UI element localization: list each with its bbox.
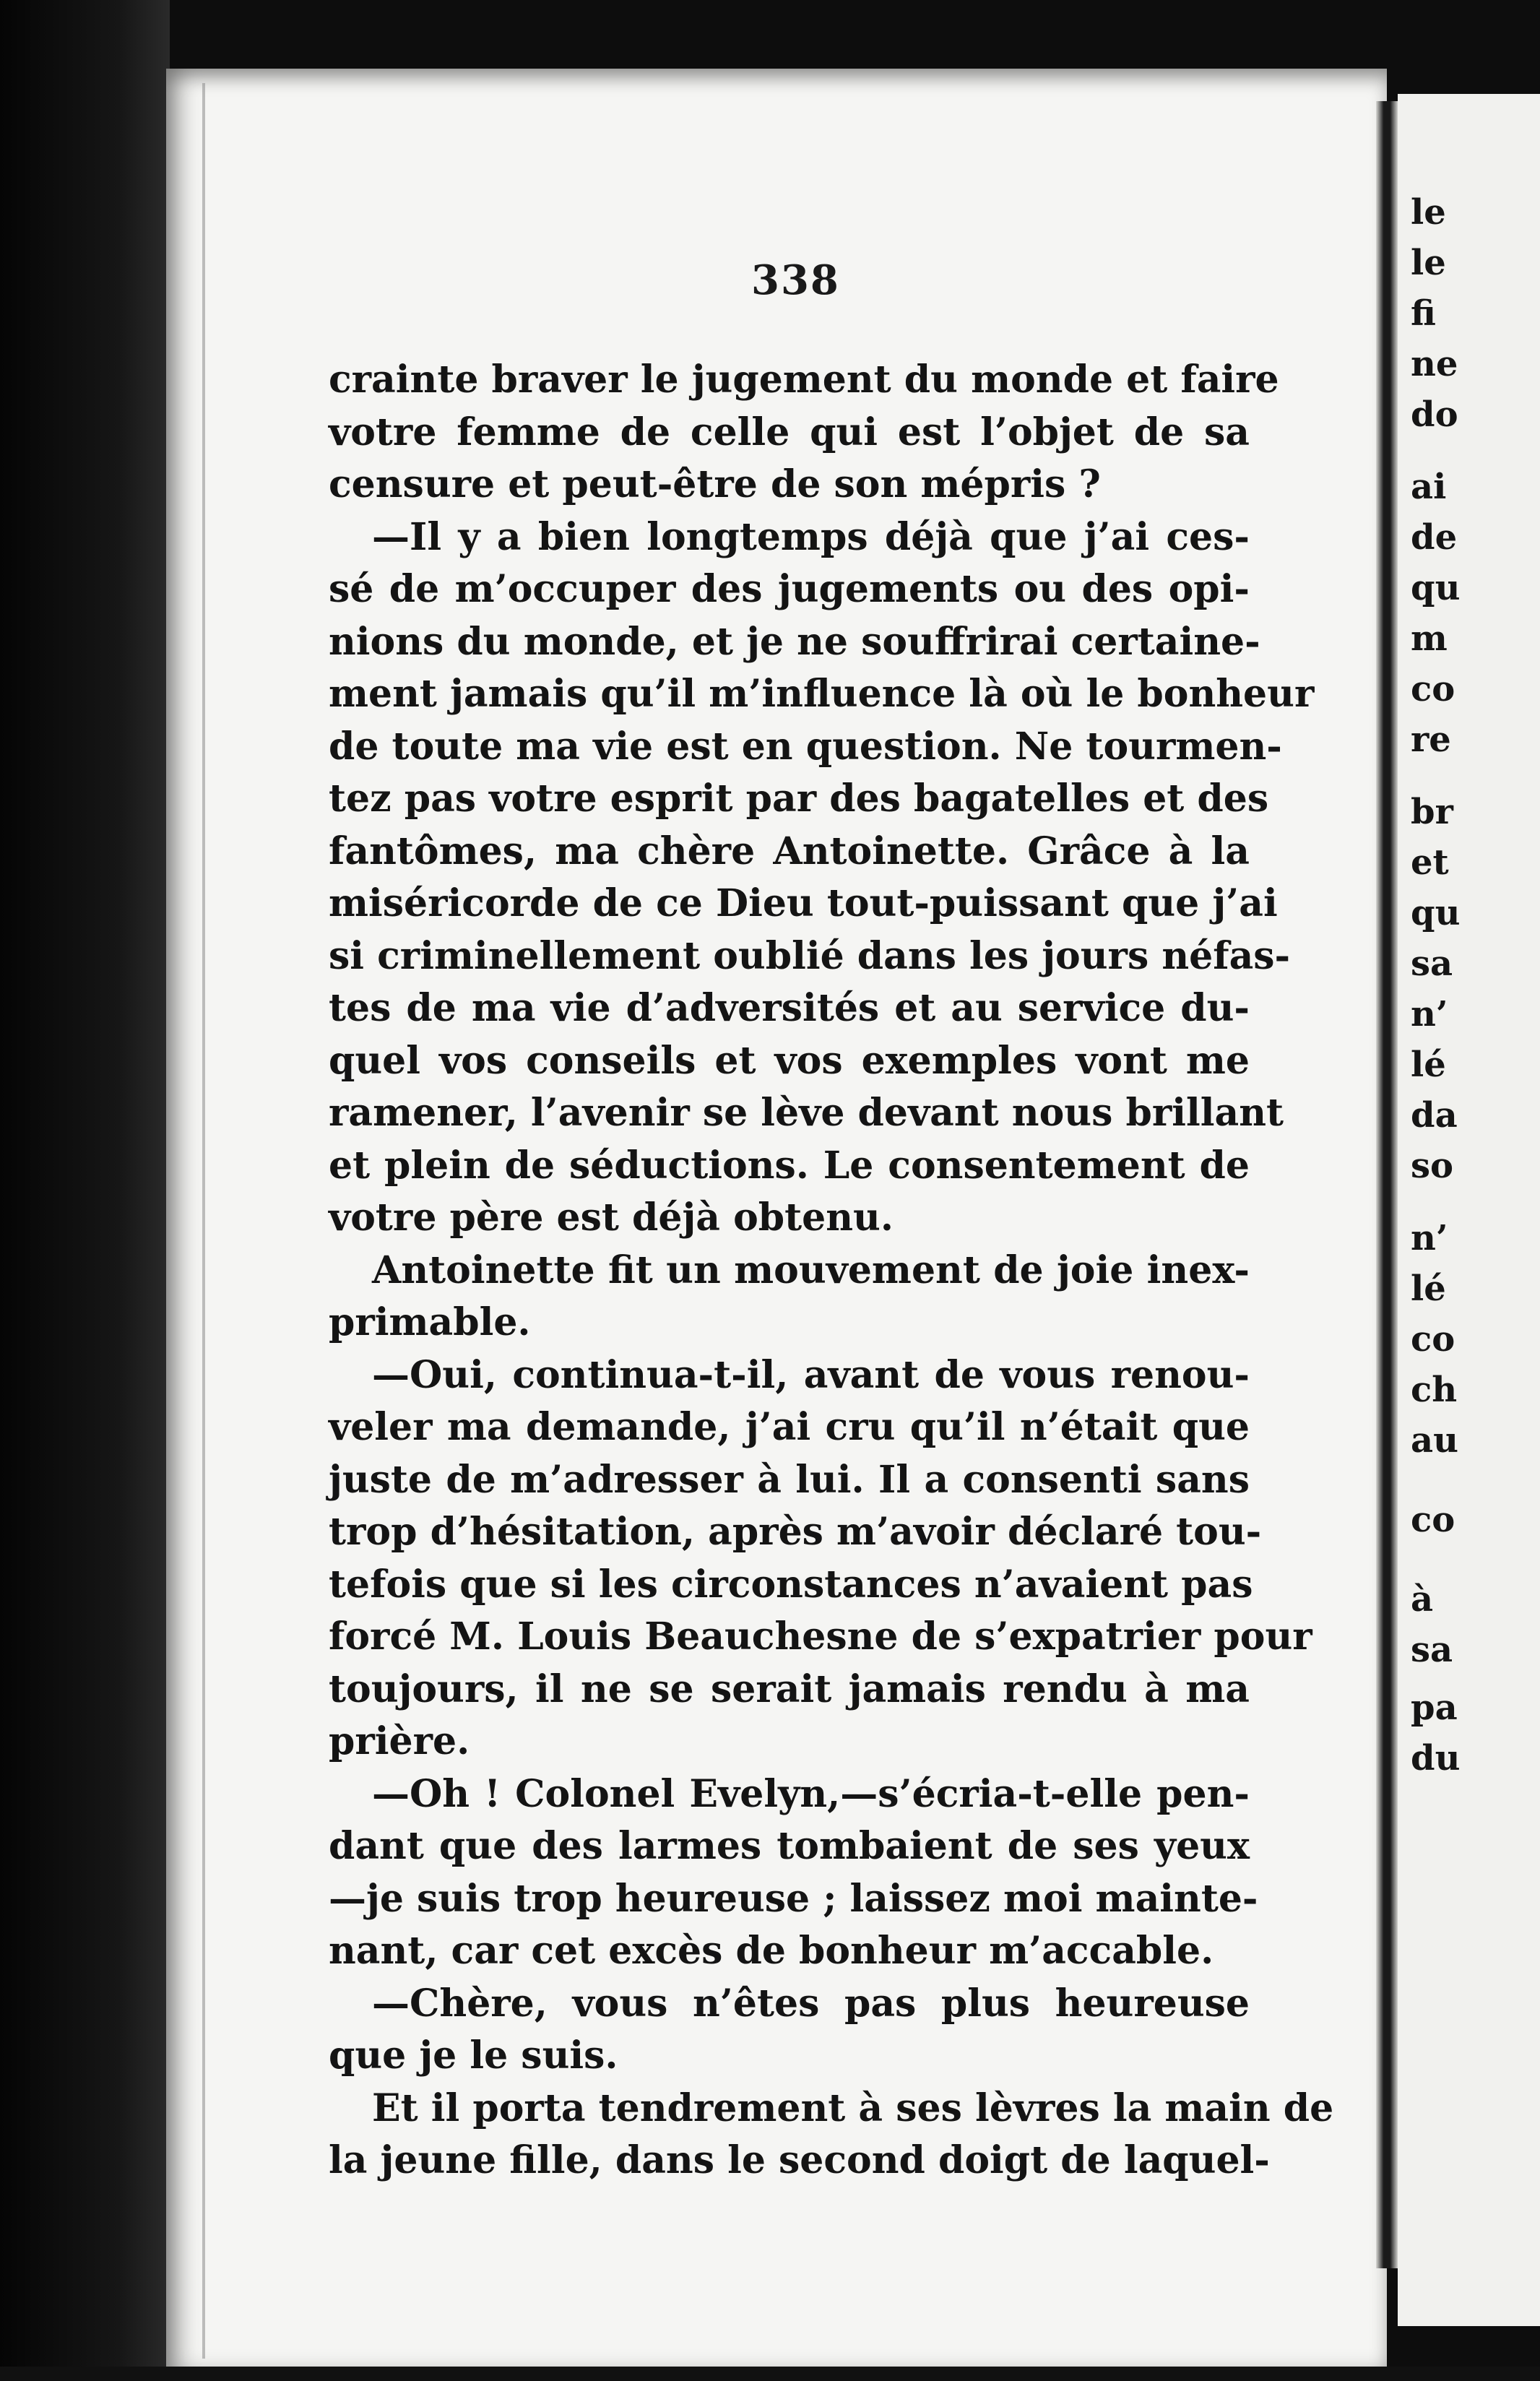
facing-page-fragment: m: [1411, 618, 1448, 659]
text-line: —Chère, vous n’êtes pas plus heureuse: [372, 1981, 1250, 2026]
text-line: censure et peut-être de son mépris ?: [329, 462, 1101, 506]
page-margin-rule: [202, 83, 205, 2359]
facing-page-fragment: fi: [1411, 293, 1436, 334]
text-line: prière.: [329, 1719, 470, 1763]
text-line: Antoinette fit un mouvement de joie inex-: [372, 1248, 1250, 1292]
text-line: primable.: [329, 1300, 531, 1344]
text-line: —Oh ! Colonel Evelyn,—s’écria-t-elle pen-: [372, 1771, 1250, 1816]
facing-page-fragment: le: [1411, 192, 1446, 233]
text-line: fantômes, ma chère Antoinette. Grâce à la: [329, 829, 1250, 873]
facing-page-fragment: et: [1411, 842, 1449, 883]
facing-page-fragment: le: [1411, 243, 1446, 283]
text-line: forcé M. Louis Beauchesne de s’expatrier pour: [329, 1615, 1312, 1659]
facing-page-fragment: sa: [1411, 1630, 1453, 1670]
facing-page-fragment: qu: [1411, 568, 1461, 608]
facing-page-fragment: ne: [1411, 344, 1458, 384]
facing-page-fragment: da: [1411, 1095, 1458, 1136]
facing-page-fragment: co: [1411, 1319, 1455, 1360]
facing-page-fragment: de: [1411, 517, 1458, 558]
facing-page-fragment: br: [1411, 792, 1453, 832]
text-line: la jeune fille, dans le second doigt de laquel-: [329, 2138, 1270, 2182]
page-number: 338: [751, 256, 840, 304]
facing-page-fragment: lé: [1411, 1045, 1446, 1085]
book-gutter: [1376, 101, 1398, 2268]
text-line: —Oui, continua-t-il, avant de vous renou-: [372, 1352, 1250, 1397]
facing-page-fragment: do: [1411, 394, 1458, 435]
text-line: votre femme de celle qui est l’objet de sa: [329, 410, 1250, 454]
facing-page-fragment: qu: [1411, 893, 1461, 933]
text-line: toujours, il ne se serait jamais rendu à ma: [329, 1667, 1250, 1711]
scan-background-left: [0, 0, 170, 2381]
page-body-text: [329, 354, 1334, 2187]
facing-page-fragment: lé: [1411, 1269, 1446, 1309]
facing-page-edge: [1398, 94, 1540, 2326]
text-line: si criminellement oublié dans les jours néfas-: [329, 933, 1291, 978]
text-line: miséricorde de ce Dieu tout-puissant que j’ai: [329, 881, 1278, 925]
facing-page-fragment: n’: [1411, 994, 1448, 1034]
facing-page-fragment: pa: [1411, 1688, 1458, 1728]
facing-page-fragment: au: [1411, 1420, 1458, 1461]
facing-page-fragment: so: [1411, 1146, 1454, 1186]
text-line: quel vos conseils et vos exemples vont me: [329, 1038, 1250, 1083]
facing-page-fragment: re: [1411, 720, 1451, 760]
text-line: crainte braver le jugement du monde et faire: [329, 358, 1279, 402]
text-line: —Il y a bien longtemps déjà que j’ai ces-: [372, 514, 1250, 559]
text-line: sé de m’occuper des jugements ou des opi-: [329, 567, 1250, 611]
text-line: Et il porta tendrement à ses lèvres la main de: [372, 2086, 1334, 2130]
facing-page-fragment: ai: [1411, 467, 1447, 507]
text-line: ramener, l’avenir se lève devant nous brillant: [329, 1091, 1284, 1135]
text-line: tez pas votre esprit par des bagatelles et des: [329, 777, 1269, 821]
facing-page-fragment: du: [1411, 1738, 1461, 1779]
text-line: nions du monde, et je ne souffrirai certaine-: [329, 619, 1260, 664]
facing-page-fragment: co: [1411, 669, 1455, 709]
text-line: ment jamais qu’il m’influence là où le bonheur: [329, 672, 1315, 716]
text-line: que je le suis.: [329, 2034, 618, 2078]
text-line: et plein de séductions. Le consentement de: [329, 1143, 1250, 1188]
facing-page-fragment: sa: [1411, 943, 1453, 984]
text-line: —je suis trop heureuse ; laissez moi mainte-: [329, 1876, 1258, 1921]
text-line: veler ma demande, j’ai cru qu’il n’était que: [329, 1405, 1250, 1449]
text-line: tes de ma vie d’adversités et au service du-: [329, 986, 1250, 1030]
text-line: votre père est déjà obtenu.: [329, 1196, 894, 1240]
text-line: juste de m’adresser à lui. Il a consenti sans: [329, 1457, 1250, 1502]
facing-page-fragment: co: [1411, 1500, 1455, 1540]
text-line: trop d’hésitation, après m’avoir déclaré tou-: [329, 1510, 1262, 1554]
text-line: de toute ma vie est en question. Ne tourmen-: [329, 724, 1282, 769]
text-line: dant que des larmes tombaient de ses yeux: [329, 1824, 1250, 1868]
text-line: tefois que si les circonstances n’avaient pas: [329, 1562, 1253, 1607]
text-line: nant, car cet excès de bonheur m’accable.: [329, 1929, 1214, 1973]
facing-page-fragment: n’: [1411, 1218, 1448, 1258]
facing-page-fragment: ch: [1411, 1370, 1458, 1410]
scan-bottom-edge: [0, 2367, 1540, 2381]
facing-page-fragment: à: [1411, 1579, 1434, 1620]
